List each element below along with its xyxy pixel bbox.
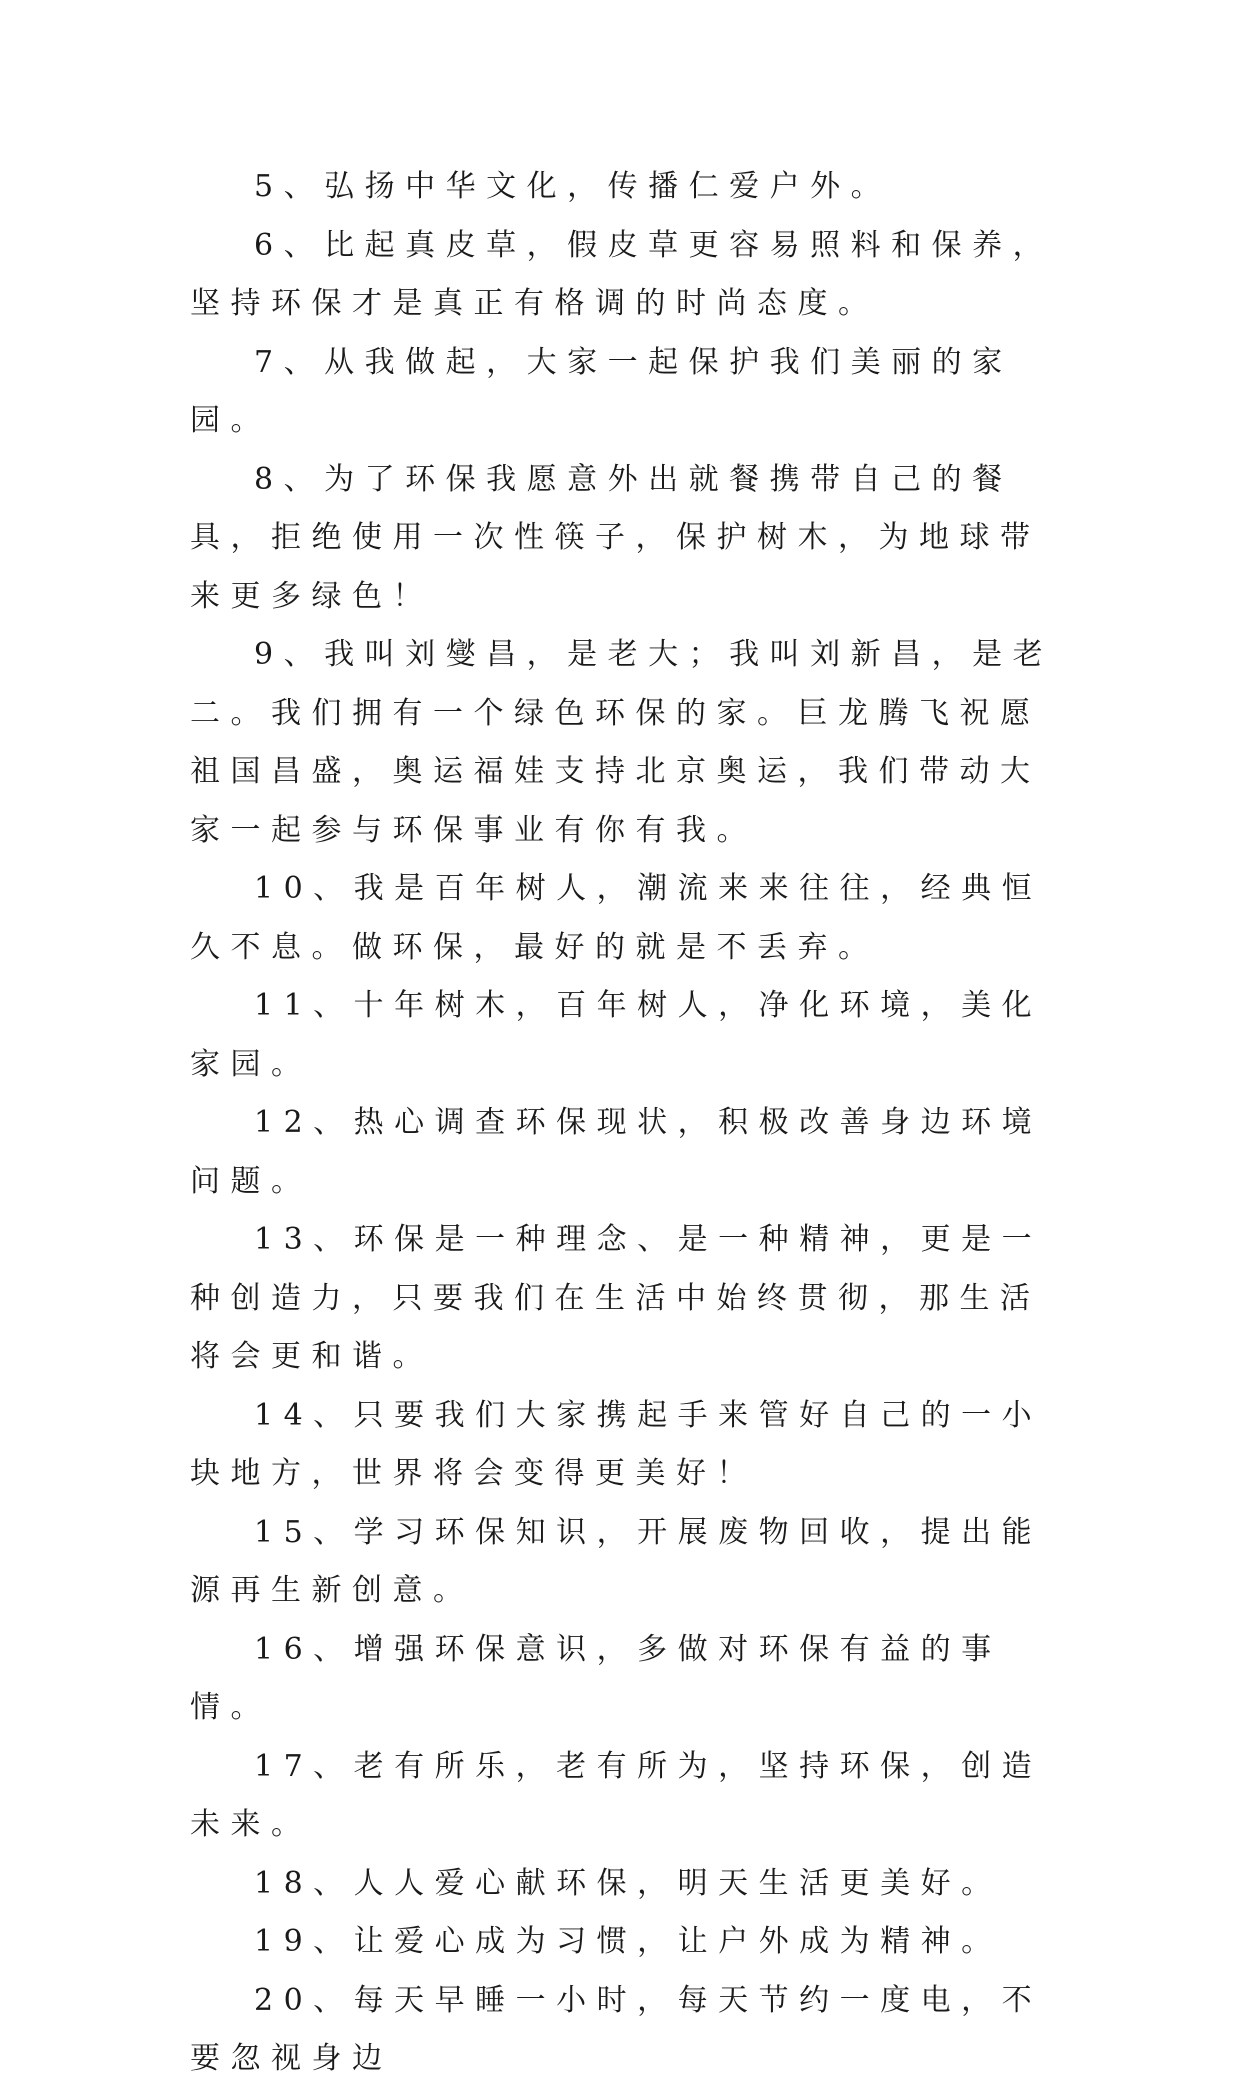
paragraph-19: 19、让爱心成为习惯，让户外成为精神。 bbox=[254, 1924, 1002, 1959]
document-body bbox=[190, 158, 1070, 2089]
paragraph-17: 17、老有所乐，老有所为，坚持环保，创造未来。 bbox=[190, 1748, 1043, 1842]
paragraph-15: 15、学习环保知识，开展废物回收，提出能源再生新创意。 bbox=[190, 1514, 1043, 1608]
paragraph-13: 13、环保是一种理念、是一种精神，更是一种创造力，只要我们在生活中始终贯彻，那生活将会更和谐。 bbox=[190, 1222, 1043, 1374]
paragraph-11: 11、十年树木，百年树人，净化环境，美化家园。 bbox=[190, 988, 1043, 1082]
paragraph-10: 10、我是百年树人，潮流来来往往，经典恒久不息。做环保，最好的就是不丢弃。 bbox=[190, 871, 1043, 965]
paragraph-6: 6、比起真皮草，假皮草更容易照料和保养，坚持环保才是真正有格调的时尚态度。 bbox=[190, 227, 1054, 321]
paragraph-5: 5、弘扬中华文化，传播仁爱户外。 bbox=[254, 169, 892, 204]
paragraph-14: 14、只要我们大家携起手来管好自己的一小块地方，世界将会变得更美好！ bbox=[190, 1397, 1043, 1491]
paragraph-18: 18、人人爱心献环保，明天生活更美好。 bbox=[254, 1865, 1002, 1901]
paragraph-16: 16、增强环保意识，多做对环保有益的事情。 bbox=[190, 1631, 1002, 1725]
paragraph-8: 8、为了环保我愿意外出就餐携带自己的餐具，拒绝使用一次性筷子，保护树木，为地球带来更多绿色！ bbox=[190, 461, 1041, 614]
paragraph-12: 12、热心调查环保现状，积极改善身边环境问题。 bbox=[190, 1105, 1043, 1199]
paragraph-9: 9、我叫刘燮昌，是老大；我叫刘新昌，是老二。我们拥有一个绿色环保的家。巨龙腾飞祝愿祖国昌盛，奥运福娃支持北京奥运，我们带动大家一起参与环保事业有你有我。 bbox=[190, 637, 1054, 848]
paragraph-20: 20、每天早睡一小时，每天节约一度电，不要忽视身边 bbox=[190, 1982, 1043, 2076]
paragraph-7: 7、从我做起，大家一起保护我们美丽的家园。 bbox=[190, 344, 1013, 438]
